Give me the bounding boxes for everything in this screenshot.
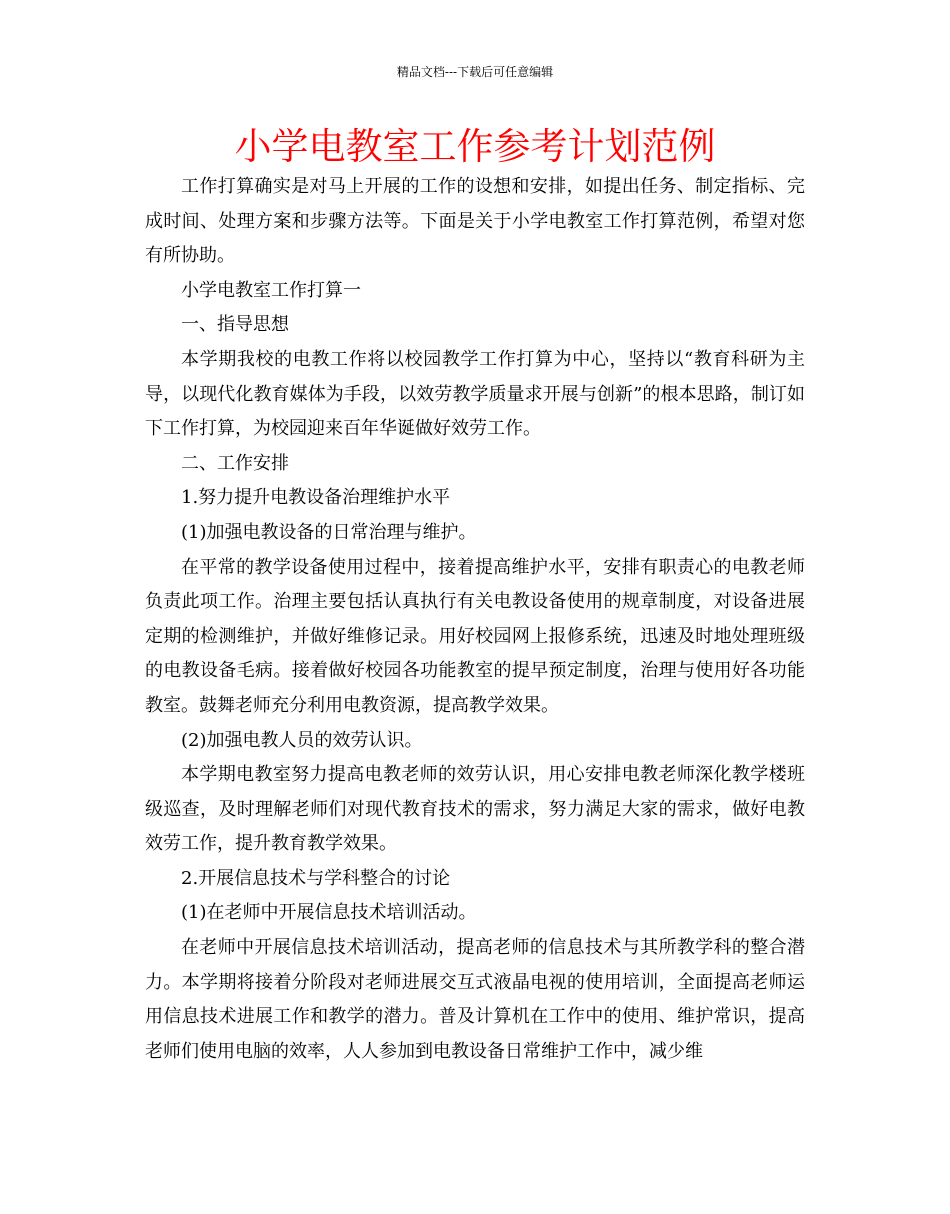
document-title: 小学电教室工作参考计划范例 — [234, 125, 716, 168]
item-heading-it-training: (1)在老师中开展信息技术培训活动。 — [181, 902, 477, 924]
paragraph-guiding-ideology: 本学期我校的电教工作将以校园教学工作打算为中心，坚持以“教育科研为主导，以现代化教育媒体为手段，以效劳教学质量求开展与创新”的根本思路，制订如下工作打算，为校园迎来百年华诞做好效劳工作。 — [145, 348, 805, 440]
subheading-equipment-maintenance: 1.努力提升电教设备治理维护水平 — [181, 487, 451, 509]
item-heading-daily-maintenance: (1)加强电教设备的日常治理与维护。 — [181, 521, 477, 543]
paragraph-daily-maintenance: 在平常的教学设备使用过程中，接着提高维护水平，安排有职责心的电教老师负责此项工作。治理主要包括认真执行有关电教设备使用的规章制度，对设备进展定期的检测维护，并做好维修记录。用好校园网上报修系统，迅速及时地处理班级的电教设备毛病。接着做好校园各功能教室的提早预定制度，治理与使用好各功能教室。鼓舞老师充分利用电教资源，提高教学效果。 — [145, 556, 805, 716]
paragraph-it-training: 在老师中开展信息技术培训活动，提高老师的信息技术与其所教学科的整合潜力。本学期将接着分阶段对老师进展交互式液晶电视的使用培训，全面提高老师运用信息技术进展工作和教学的潜力。普及计算机在工作中的使用、维护常识，提高老师们使用电脑的效率，人人参加到电教设备日常维护工作中，减少维 — [145, 937, 805, 1062]
paragraph-service-awareness: 本学期电教室努力提高电教老师的效劳认识，用心安排电教老师深化教学楼班级巡查，及时理解老师们对现代教育技术的需求，努力满足大家的需求，做好电教效劳工作，提升教育教学效果。 — [145, 764, 805, 855]
section-heading-work-arrangement: 二、工作安排 — [181, 452, 289, 474]
subheading-it-integration: 2.开展信息技术与学科整合的讨论 — [181, 867, 451, 889]
section-heading-guiding-ideology: 一、指导思想 — [181, 314, 289, 336]
header-note: 精品文档---下载后可任意编辑 — [396, 65, 554, 79]
document-body — [145, 170, 805, 1069]
section-heading-plan-one: 小学电教室工作打算一 — [181, 279, 361, 301]
paragraph-intro: 工作打算确实是对马上开展的工作的设想和安排，如提出任务、制定指标、完成时间、处理方案和步骤方法等。下面是关于小学电教室工作打算范例，希望对您有所协助。 — [145, 176, 805, 267]
item-heading-service-awareness: (2)加强电教人员的效劳认识。 — [181, 729, 423, 751]
